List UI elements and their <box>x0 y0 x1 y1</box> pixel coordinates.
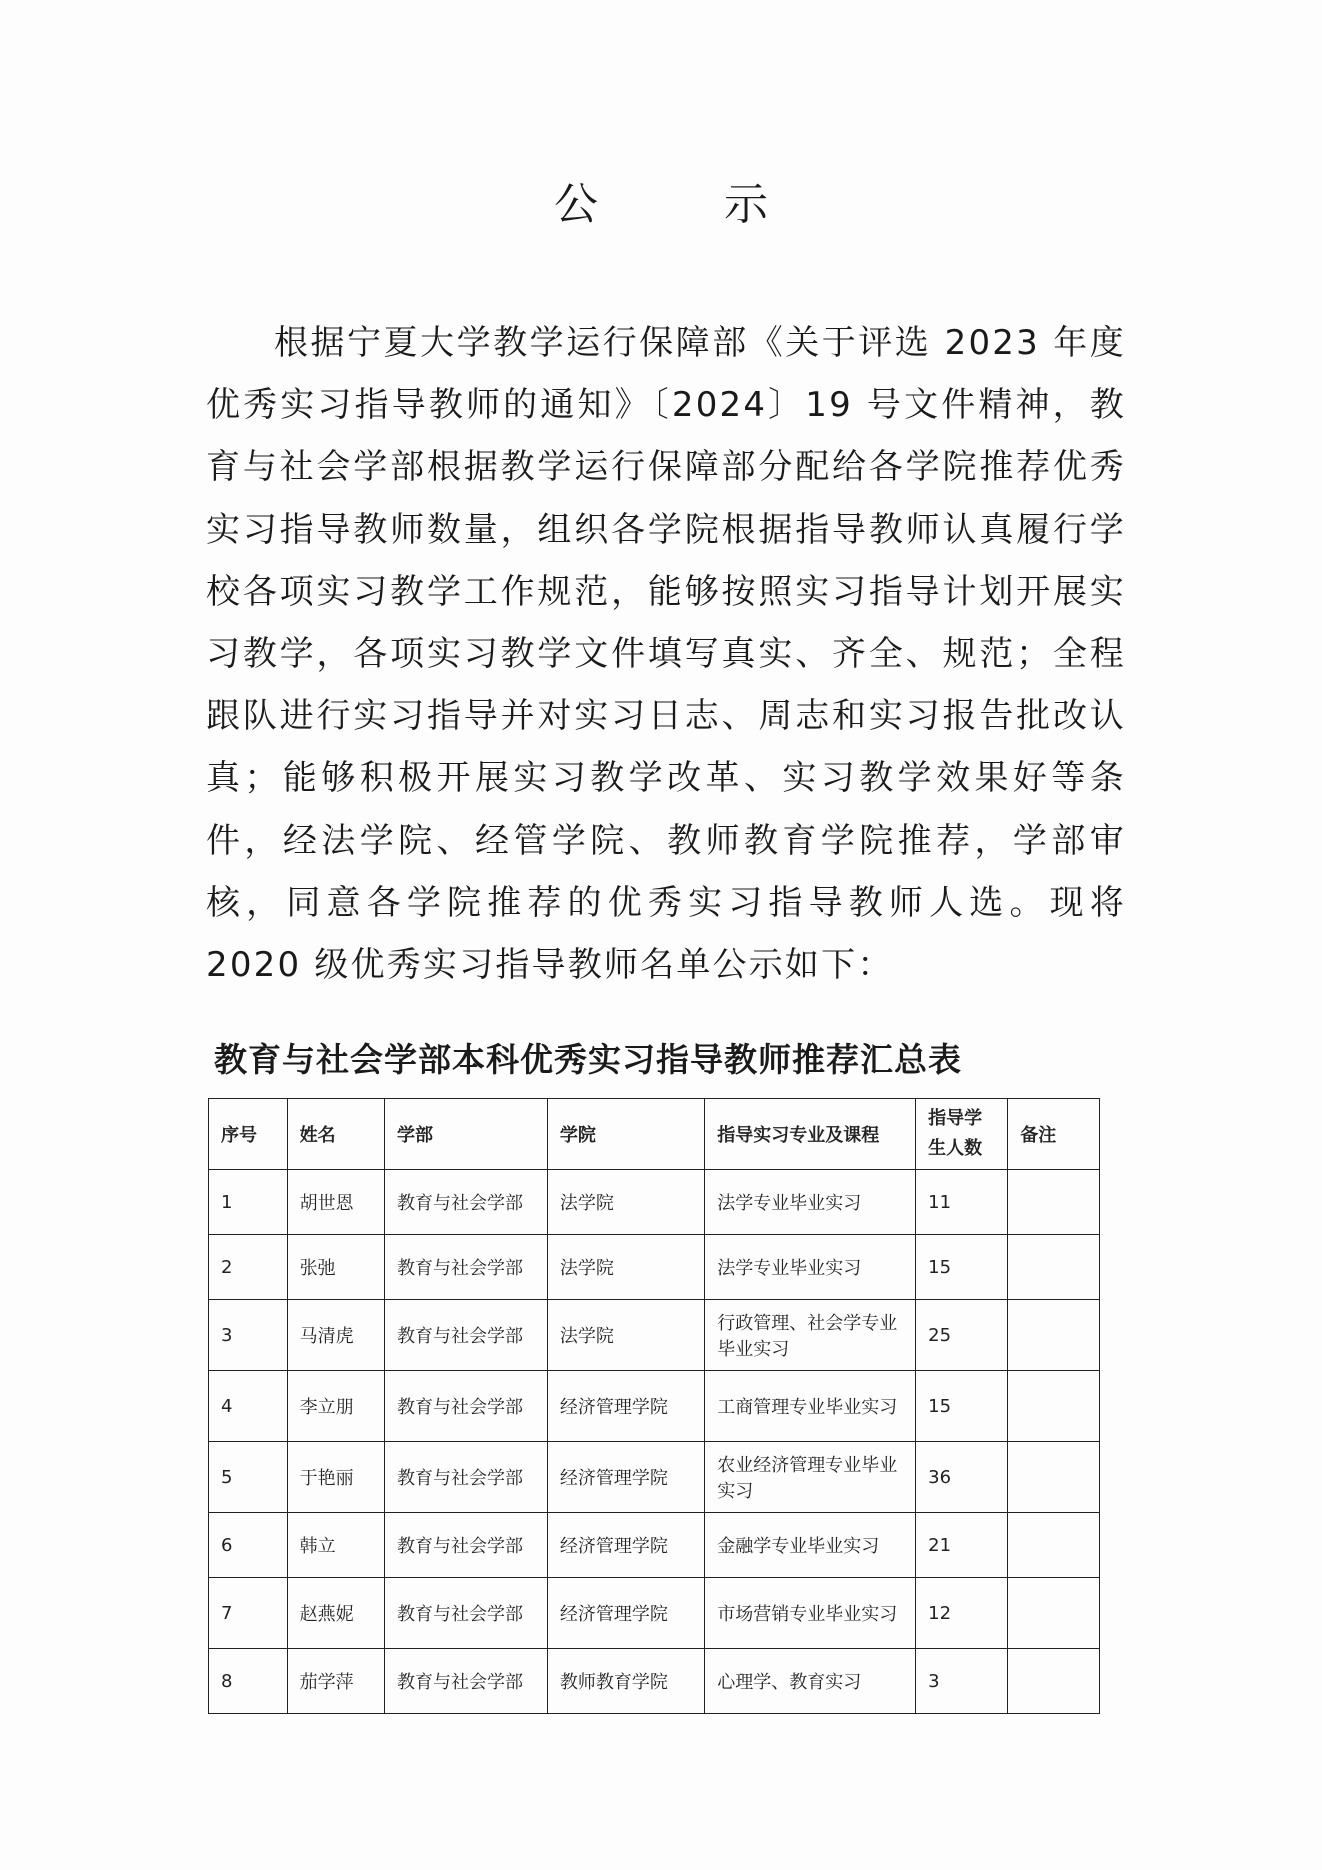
header-department: 学部 <box>384 1099 547 1170</box>
cell-name: 于艳丽 <box>287 1442 384 1513</box>
header-college: 学院 <box>547 1099 704 1170</box>
cell-student-count: 15 <box>916 1371 1008 1442</box>
cell-student-count: 25 <box>916 1300 1008 1371</box>
table-row <box>209 1513 1100 1578</box>
cell-student-count: 21 <box>916 1513 1008 1578</box>
header-student-count: 指导学生人数 <box>916 1099 1008 1170</box>
cell-department: 教育与社会学部 <box>384 1300 547 1371</box>
table-row <box>209 1649 1100 1714</box>
cell-remarks <box>1008 1649 1100 1714</box>
cell-remarks <box>1008 1235 1100 1300</box>
notice-paragraph: 根据宁夏大学教学运行保障部《关于评选 2023 年度优秀实习指导教师的通知》〔2024〕19 号文件精神，教育与社会学部根据教学运行保障部分配给各学院推荐优秀实习指导教师数量，组织各学院根据指导教师认真履行学校各项实习教学工作规范，能够按照实习指导计划开展实习教学，各项实习教学文件填写真实、齐全、规范；全程跟队进行实习指导并对实习日志、周志和实习报告批改认真；能够积极开展实习教学改革、实习教学效果好等条件，经法学院、经管学院、教师教育学院推荐，学部审核，同意各学院推荐的优秀实习指导教师人选。现将 2020 级优秀实习指导教师名单公示如下： <box>206 323 1126 986</box>
cell-remarks <box>1008 1578 1100 1649</box>
table-row <box>209 1300 1100 1371</box>
cell-index: 6 <box>209 1513 288 1578</box>
cell-course: 金融学专业毕业实习 <box>705 1513 916 1578</box>
cell-name: 韩立 <box>287 1513 384 1578</box>
table-row <box>209 1442 1100 1513</box>
table-row <box>209 1170 1100 1235</box>
cell-course: 农业经济管理专业毕业实习 <box>705 1442 916 1513</box>
cell-remarks <box>1008 1442 1100 1513</box>
cell-department: 教育与社会学部 <box>384 1513 547 1578</box>
cell-course: 法学专业毕业实习 <box>705 1235 916 1300</box>
cell-remarks <box>1008 1371 1100 1442</box>
cell-department: 教育与社会学部 <box>384 1442 547 1513</box>
cell-index: 5 <box>209 1442 288 1513</box>
cell-department: 教育与社会学部 <box>384 1371 547 1442</box>
cell-college: 经济管理学院 <box>547 1513 704 1578</box>
cell-student-count: 3 <box>916 1649 1008 1714</box>
cell-index: 3 <box>209 1300 288 1371</box>
cell-course: 心理学、教育实习 <box>705 1649 916 1714</box>
table-row <box>209 1578 1100 1649</box>
cell-college: 经济管理学院 <box>547 1442 704 1513</box>
cell-department: 教育与社会学部 <box>384 1578 547 1649</box>
table-title: 教育与社会学部本科优秀实习指导教师推荐汇总表 <box>214 1040 962 1079</box>
cell-index: 8 <box>209 1649 288 1714</box>
cell-department: 教育与社会学部 <box>384 1170 547 1235</box>
cell-student-count: 12 <box>916 1578 1008 1649</box>
header-name: 姓名 <box>287 1099 384 1170</box>
cell-remarks <box>1008 1513 1100 1578</box>
cell-index: 2 <box>209 1235 288 1300</box>
cell-department: 教育与社会学部 <box>384 1235 547 1300</box>
table-row <box>209 1371 1100 1442</box>
cell-college: 经济管理学院 <box>547 1578 704 1649</box>
cell-college: 法学院 <box>547 1235 704 1300</box>
cell-student-count: 15 <box>916 1235 1008 1300</box>
page-title: 公 示 <box>554 179 824 230</box>
cell-remarks <box>1008 1300 1100 1371</box>
table-header-row <box>209 1099 1100 1170</box>
table-row <box>209 1235 1100 1300</box>
cell-student-count: 36 <box>916 1442 1008 1513</box>
cell-college: 教师教育学院 <box>547 1649 704 1714</box>
cell-name: 李立朋 <box>287 1371 384 1442</box>
cell-remarks <box>1008 1170 1100 1235</box>
cell-index: 4 <box>209 1371 288 1442</box>
cell-index: 1 <box>209 1170 288 1235</box>
cell-course: 行政管理、社会学专业毕业实习 <box>705 1300 916 1371</box>
cell-college: 法学院 <box>547 1300 704 1371</box>
cell-department: 教育与社会学部 <box>384 1649 547 1714</box>
header-remarks: 备注 <box>1008 1099 1100 1170</box>
header-index: 序号 <box>209 1099 288 1170</box>
cell-index: 7 <box>209 1578 288 1649</box>
cell-name: 胡世恩 <box>287 1170 384 1235</box>
cell-name: 马清虎 <box>287 1300 384 1371</box>
cell-college: 经济管理学院 <box>547 1371 704 1442</box>
cell-college: 法学院 <box>547 1170 704 1235</box>
cell-course: 工商管理专业毕业实习 <box>705 1371 916 1442</box>
summary-table <box>208 1098 1100 1714</box>
cell-student-count: 11 <box>916 1170 1008 1235</box>
cell-name: 茄学萍 <box>287 1649 384 1714</box>
cell-name: 张弛 <box>287 1235 384 1300</box>
cell-name: 赵燕妮 <box>287 1578 384 1649</box>
cell-course: 市场营销专业毕业实习 <box>705 1578 916 1649</box>
header-course: 指导实习专业及课程 <box>705 1099 916 1170</box>
cell-course: 法学专业毕业实习 <box>705 1170 916 1235</box>
